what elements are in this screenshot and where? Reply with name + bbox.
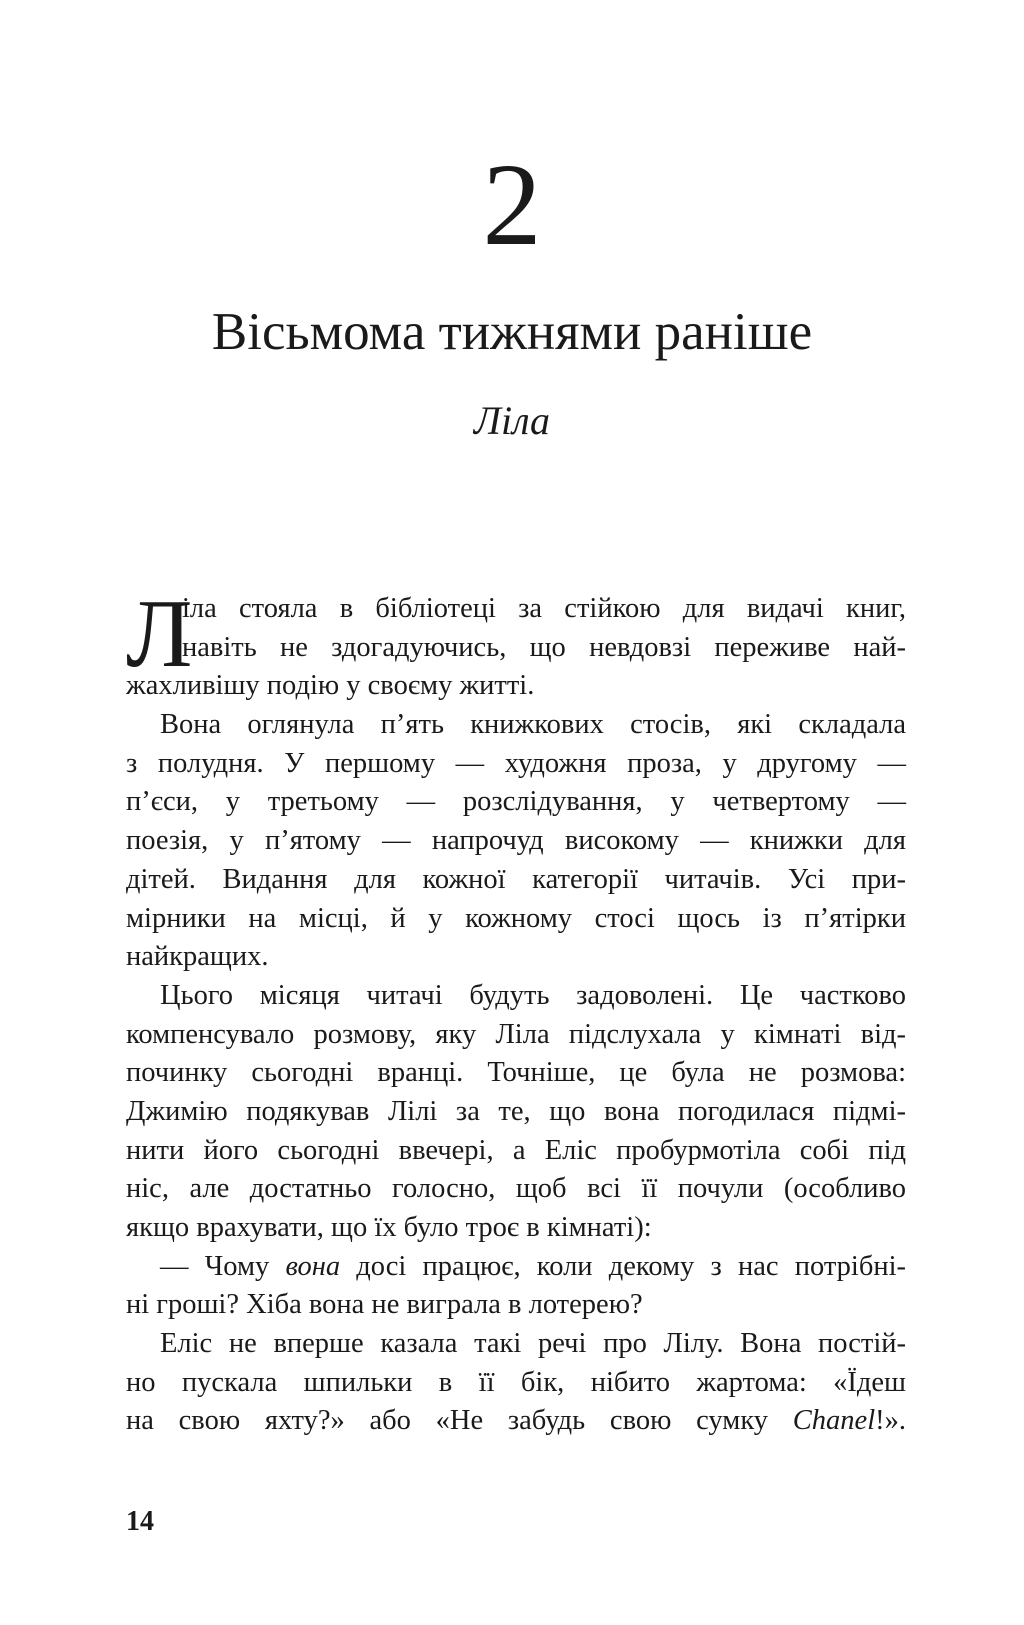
text-line: Джимію подякував Лілі за те, що вона погодилася підмі-	[126, 1095, 906, 1127]
text-line: навіть не здогадуючись, що невдовзі переживе най-	[182, 631, 906, 663]
chapter-narrator: Ліла	[473, 398, 551, 443]
text-line: Еліс не вперше казала такі речі про Лілу. Вона постій-	[160, 1328, 906, 1360]
emphasis-text: Chanel	[792, 1405, 876, 1437]
text-line: компенсувало розмову, яку Ліла підслухала у кімнаті від-	[126, 1018, 906, 1050]
text-line: на свою яхту?» або «Не забудь свою сумку Chanel!».	[126, 1405, 906, 1437]
text-line: — Чому вона досі працює, коли декому з нас потрібні-	[160, 1250, 907, 1282]
drop-cap: Л	[126, 580, 193, 688]
text-line: но пускала шпильки в її бік, нібито жартома: «Їдеш	[126, 1366, 906, 1398]
emphasis-text: вона	[285, 1250, 341, 1282]
text-line: найкращих.	[126, 941, 269, 973]
text-line: поезія, у п’ятому — напрочуд високому — книжки для	[126, 825, 906, 857]
text-line: Цього місяця читачі будуть задоволені. Це частково	[160, 979, 906, 1011]
text-line: починку сьогодні вранці. Точніше, це була не розмова:	[126, 1057, 906, 1089]
text-line: нити його сьогодні ввечері, а Еліс пробурмотіла собі під	[126, 1134, 906, 1166]
text-line: мірники на місці, й у кожному стосі щось із п’ятірки	[126, 902, 906, 934]
text-line: ніс, але достатньо голосно, щоб всі її почули (особливо	[126, 1173, 906, 1205]
chapter-body	[126, 580, 907, 1441]
text-line: якщо врахувати, що їх було троє в кімнаті):	[126, 1212, 652, 1243]
chapter-title: Вісьмома тижнями раніше	[211, 303, 813, 361]
text-line: Вона оглянула п’ять книжкових стосів, які складала	[160, 709, 906, 741]
page-number: 14	[126, 1506, 154, 1537]
text-line: ні гроші? Хіба вона не виграла в лотерею?	[126, 1289, 643, 1321]
text-line: дітей. Видання для кожної категорії читачів. Усі при-	[126, 863, 906, 895]
text-line: жахливішу подію у своєму житті.	[126, 670, 535, 702]
text-line: п’єси, у третьому — розслідування, у четвертому —	[126, 786, 906, 818]
text-line: іла стояла в бібліотеці за стійкою для видачі книг,	[182, 593, 906, 624]
chapter-number: 2	[482, 139, 542, 270]
text-line: з полудня. У першому — художня проза, у другому —	[126, 747, 906, 779]
